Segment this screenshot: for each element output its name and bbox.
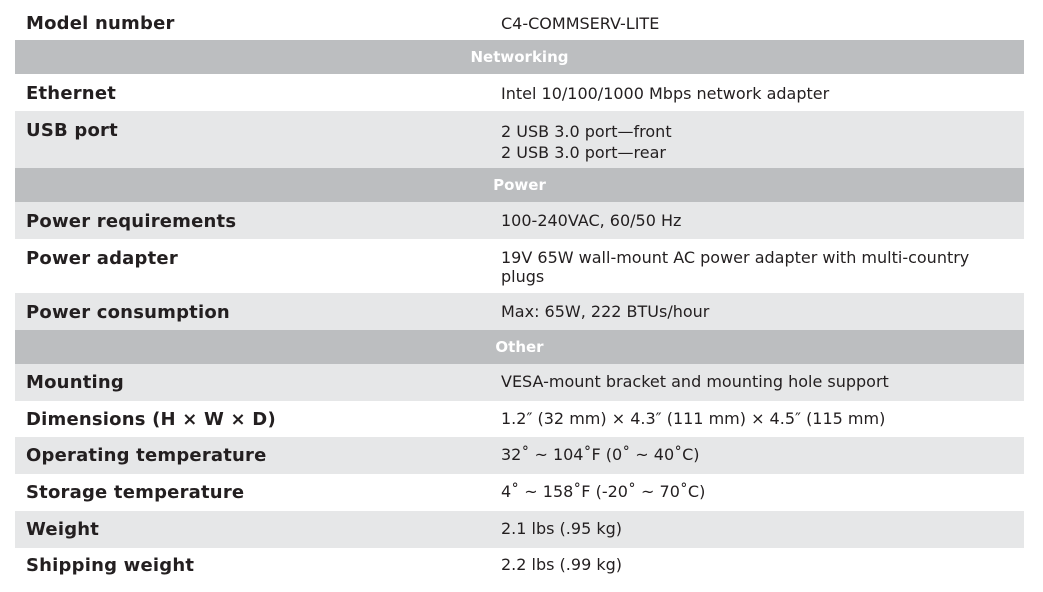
spec-value-line: 4˚ ~ 158˚F (-20˚ ~ 70˚C) <box>501 482 706 501</box>
spec-label: Power requirements <box>26 211 237 232</box>
spec-row-dimensions <box>15 401 1024 437</box>
spec-value <box>501 519 1024 548</box>
spec-row-storage-temperature <box>15 474 1024 511</box>
spec-row-operating-temperature <box>15 437 1024 474</box>
spec-value <box>501 445 1024 474</box>
spec-value-line: 100-240VAC, 60/50 Hz <box>501 211 682 230</box>
spec-row-weight <box>15 511 1024 548</box>
spec-label: USB port <box>26 120 118 141</box>
spec-table <box>15 4 1024 584</box>
spec-value-line: 1.2″ (32 mm) × 4.3″ (111 mm) × 4.5″ (115 mm) <box>501 409 886 428</box>
spec-value <box>501 372 1024 401</box>
spec-value <box>501 482 1024 511</box>
spec-value-line: Max: 65W, 222 BTUs/hour <box>501 302 710 321</box>
section-header-other: Other <box>15 330 1024 364</box>
spec-value-line: 2.2 lbs (.99 kg) <box>501 555 622 574</box>
spec-row-usb-port <box>15 111 1024 168</box>
spec-value <box>501 13 1024 40</box>
spec-label: Storage temperature <box>26 482 245 503</box>
spec-value-line: Intel 10/100/1000 Mbps network adapter <box>501 84 830 103</box>
spec-row-power-adapter <box>15 239 1024 293</box>
spec-value <box>501 211 1024 239</box>
spec-value <box>501 120 1024 168</box>
spec-row-power-consumption <box>15 293 1024 330</box>
spec-label: Weight <box>26 519 100 540</box>
spec-row-mounting <box>15 364 1024 401</box>
spec-value-line: VESA-mount bracket and mounting hole support <box>501 372 889 391</box>
spec-value <box>501 302 1024 330</box>
spec-label: Model number <box>26 13 175 34</box>
spec-label: Shipping weight <box>26 555 195 576</box>
spec-label: Operating temperature <box>26 445 267 466</box>
spec-value <box>501 409 1024 437</box>
spec-value <box>501 83 1024 111</box>
spec-label: Power consumption <box>26 302 230 323</box>
spec-value <box>501 248 1024 293</box>
spec-row-model-number <box>15 4 1024 40</box>
spec-value <box>501 555 1024 584</box>
spec-value-line: 19V 65W wall-mount AC power adapter with multi-country plugs <box>501 248 970 286</box>
spec-value-line: 2 USB 3.0 port—rear <box>501 143 666 162</box>
section-header-networking: Networking <box>15 40 1024 74</box>
spec-label: Mounting <box>26 372 124 393</box>
spec-label: Ethernet <box>26 83 117 104</box>
spec-row-power-requirements <box>15 202 1024 239</box>
section-header-power: Power <box>15 168 1024 202</box>
spec-label: Power adapter <box>26 248 178 269</box>
spec-label: Dimensions (H × W × D) <box>26 409 276 430</box>
spec-value-line: 2.1 lbs (.95 kg) <box>501 519 622 538</box>
spec-row-ethernet <box>15 74 1024 111</box>
spec-value-line: 32˚ ~ 104˚F (0˚ ~ 40˚C) <box>501 445 700 464</box>
spec-row-shipping-weight <box>15 548 1024 584</box>
spec-value-line: 2 USB 3.0 port—front <box>501 122 672 141</box>
spec-value-line: C4-COMMSERV-LITE <box>501 14 660 33</box>
